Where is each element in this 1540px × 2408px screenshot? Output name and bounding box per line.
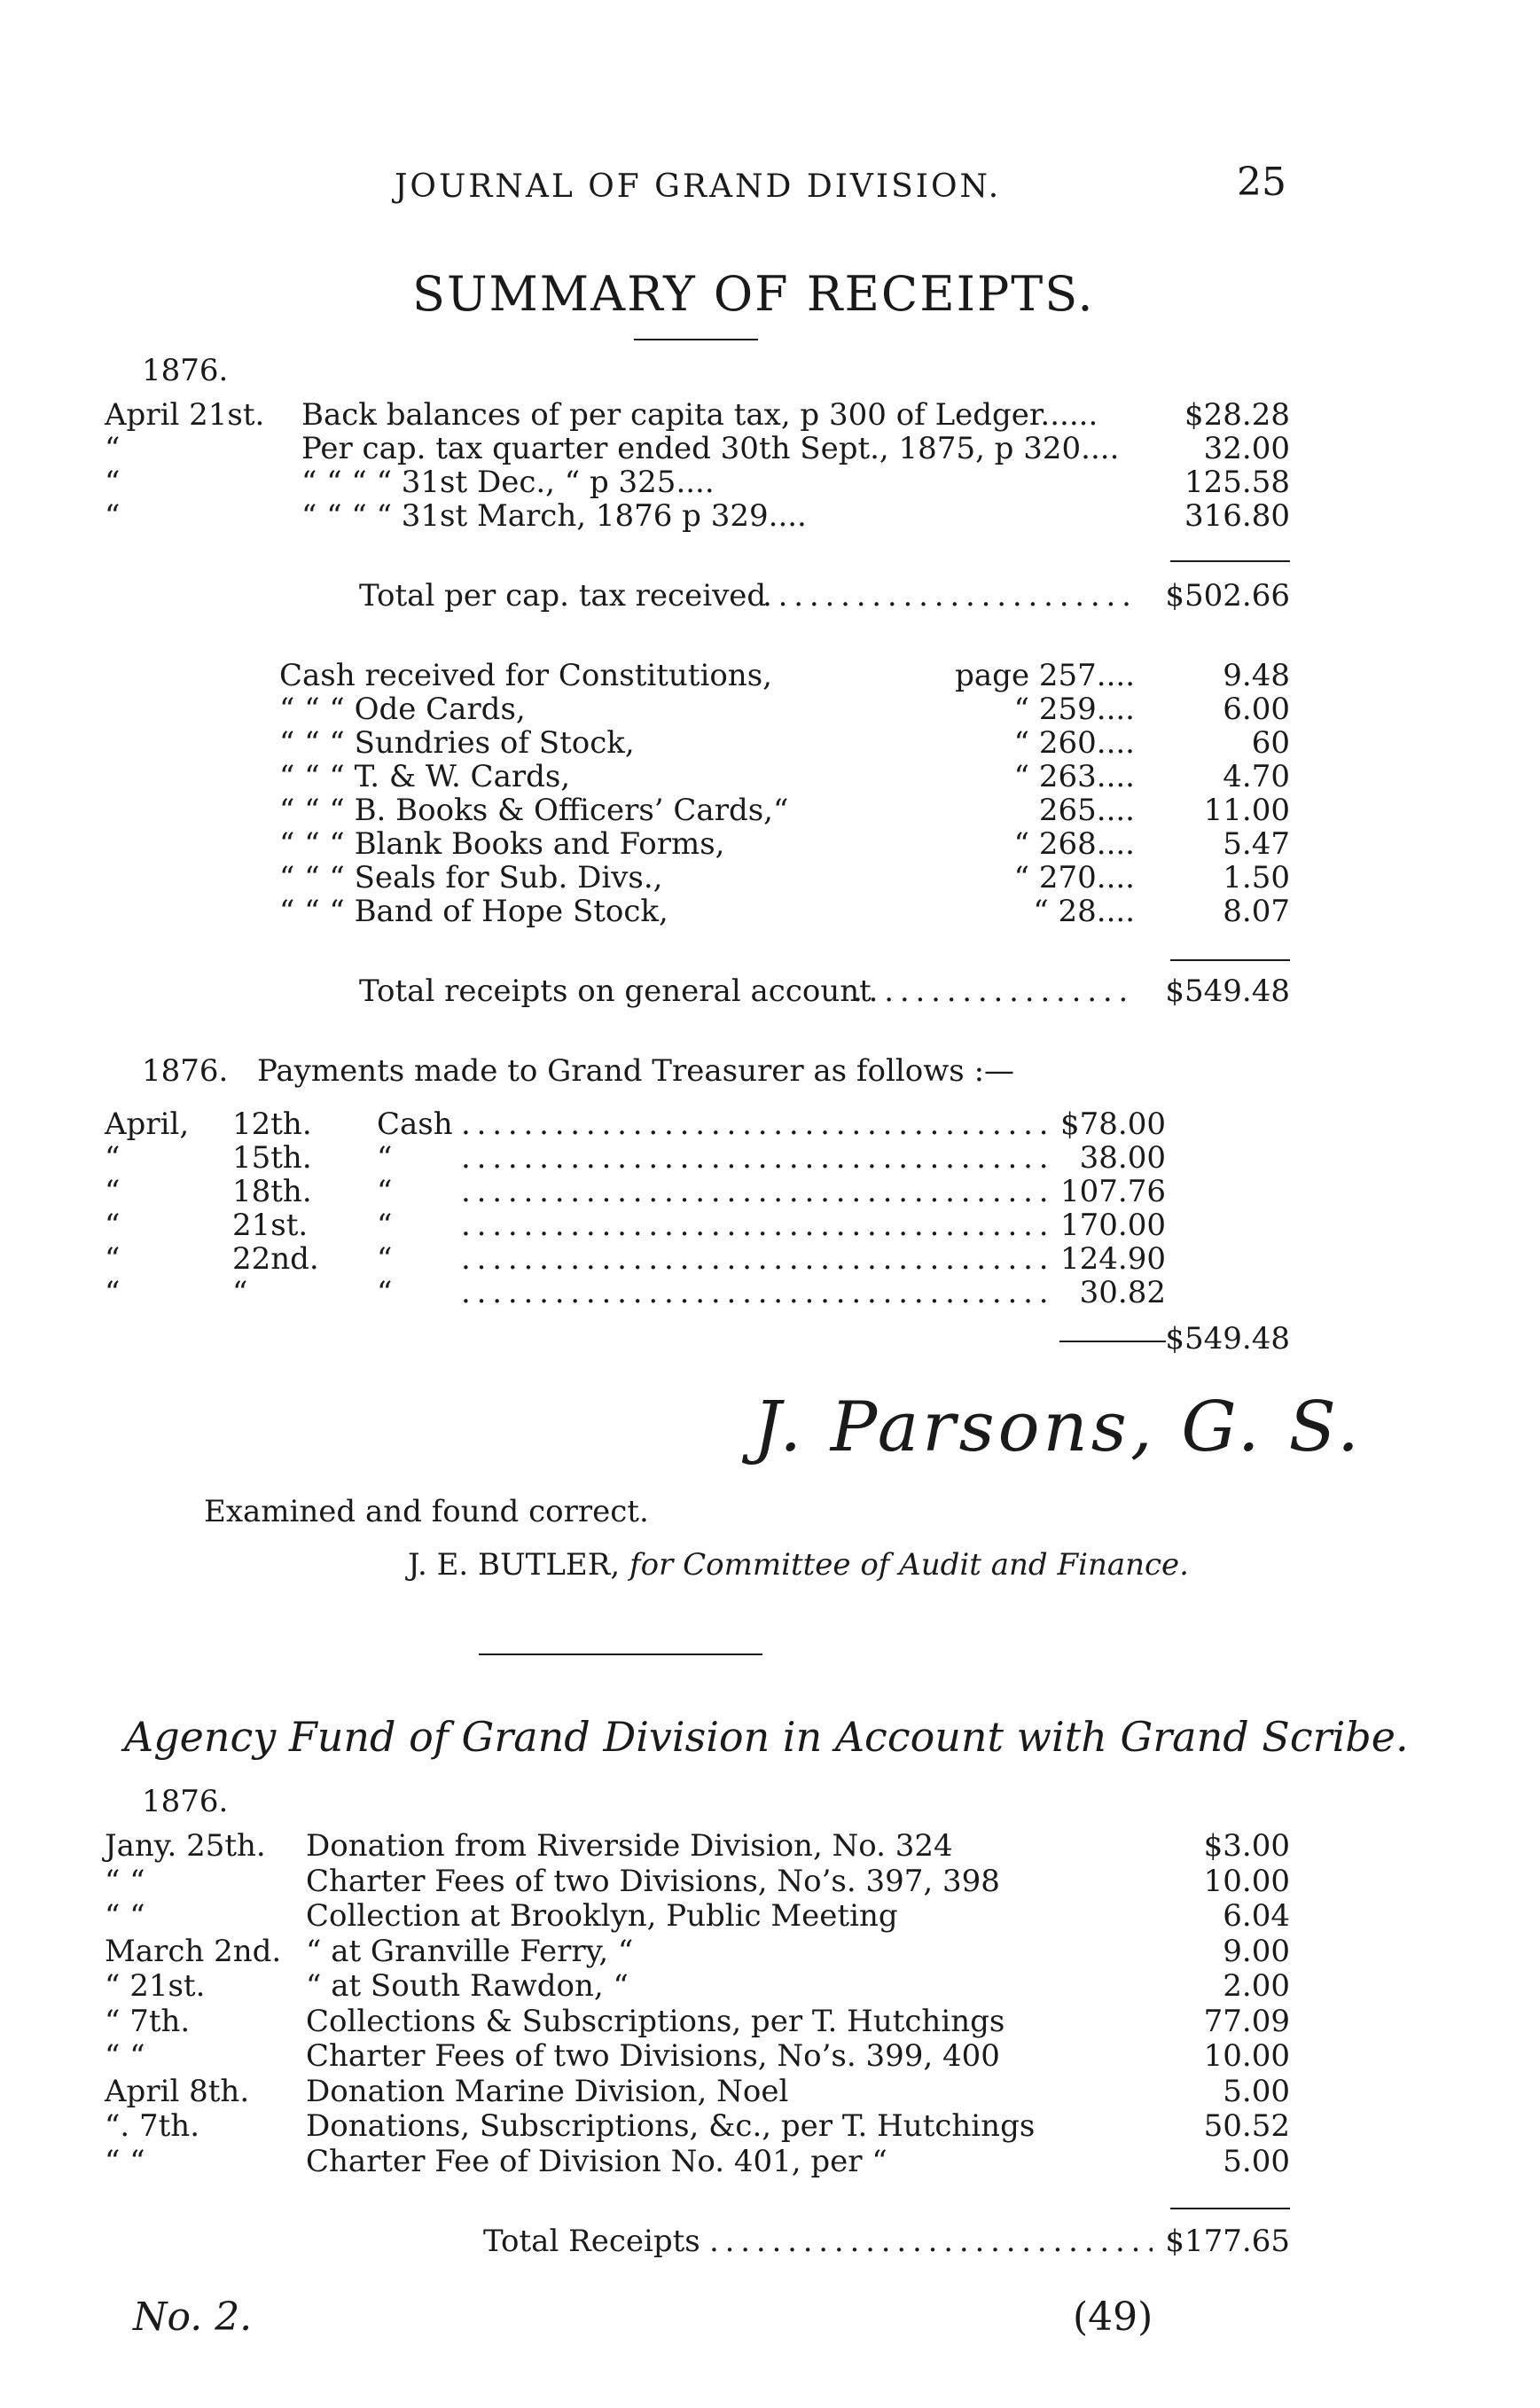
payment-label: “ bbox=[377, 1174, 393, 1209]
payment-amount: $78.00 bbox=[1060, 1106, 1166, 1142]
cash-row-amount: 8.07 bbox=[1223, 894, 1290, 929]
agency-row-amount: 9.00 bbox=[1223, 1933, 1290, 1969]
cash-row-description: “ “ “ Sundries of Stock, bbox=[279, 725, 635, 761]
agency-total: $177.65 bbox=[1165, 2224, 1290, 2259]
dot-leader bbox=[461, 1241, 1046, 1277]
cash-row-page: “ 260.... bbox=[1013, 725, 1135, 761]
auditor-role: for Committee of Audit and Finance. bbox=[629, 1547, 1189, 1583]
cash-row-description: “ “ “ Band of Hope Stock, bbox=[279, 894, 668, 929]
title-divider bbox=[634, 339, 758, 340]
dot-leader bbox=[853, 973, 1135, 1009]
cash-row-amount: 6.00 bbox=[1223, 692, 1290, 727]
footer-signature-mark: (49) bbox=[1073, 2295, 1153, 2340]
tax-row-amount: $28.28 bbox=[1184, 397, 1290, 433]
cash-row-description: “ “ “ T. & W. Cards, bbox=[279, 759, 571, 794]
cash-row-page: 265.... bbox=[1038, 793, 1135, 828]
agency-row-date: “ 21st. bbox=[105, 1968, 206, 2004]
dot-leader bbox=[461, 1106, 1046, 1142]
cash-row-description: “ “ “ Ode Cards, bbox=[279, 692, 526, 727]
total-tax-label: Total per cap. tax received bbox=[359, 578, 767, 614]
payment-label: “ bbox=[377, 1140, 393, 1176]
agency-row-amount: 10.00 bbox=[1203, 2038, 1290, 2074]
payment-day: 22nd. bbox=[232, 1241, 319, 1277]
agency-row-amount: 5.00 bbox=[1223, 2073, 1290, 2109]
agency-year: 1876. bbox=[142, 1784, 229, 1819]
agency-row-description: Collections & Subscriptions, per T. Hutchings bbox=[306, 2003, 1005, 2039]
cash-row-page: “ 270.... bbox=[1013, 860, 1135, 895]
payment-label: “ bbox=[377, 1241, 393, 1277]
payment-month: “ bbox=[105, 1174, 121, 1209]
page-number: 25 bbox=[1237, 160, 1286, 205]
tax-row-description: “ “ “ “ 31st March, 1876 p 329.... bbox=[301, 498, 807, 534]
payment-label: Cash bbox=[377, 1106, 453, 1142]
dot-leader bbox=[762, 578, 1135, 614]
tax-row-date: “ bbox=[105, 465, 121, 500]
agency-row-date: March 2nd. bbox=[105, 1933, 282, 1969]
cash-row-description: “ “ “ B. Books & Officers’ Cards,“ bbox=[279, 793, 789, 828]
cash-row-page: “ 263.... bbox=[1013, 759, 1135, 794]
cash-row-page: “ 268.... bbox=[1013, 826, 1135, 862]
dot-leader bbox=[461, 1174, 1046, 1209]
dot-leader bbox=[461, 1140, 1046, 1176]
agency-row-description: “ at Granville Ferry, “ bbox=[306, 1933, 634, 1969]
tax-subtotal-rule bbox=[1170, 560, 1290, 562]
payment-day: 12th. bbox=[232, 1106, 312, 1142]
total-general-amount: $549.48 bbox=[1165, 973, 1290, 1009]
payment-label: “ bbox=[377, 1275, 393, 1310]
agency-row-amount: 77.09 bbox=[1203, 2003, 1290, 2039]
payments-intro: Payments made to Grand Treasurer as follows :— bbox=[257, 1053, 1015, 1089]
payment-amount: 124.90 bbox=[1060, 1241, 1166, 1277]
agency-row-date: “ 7th. bbox=[105, 2003, 191, 2039]
agency-row-description: Charter Fees of two Divisions, No’s. 399, 400 bbox=[306, 2038, 1000, 2074]
dot-leader bbox=[461, 1208, 1046, 1243]
dot-leader bbox=[461, 1275, 1046, 1310]
payment-amount: 107.76 bbox=[1060, 1174, 1166, 1209]
agency-row-description: Collection at Brooklyn, Public Meeting bbox=[306, 1898, 898, 1934]
payment-month: “ bbox=[105, 1275, 121, 1310]
agency-row-description: “ at South Rawdon, “ bbox=[306, 1968, 629, 2004]
agency-row-date: “ “ bbox=[105, 1863, 145, 1899]
tax-row-date: “ bbox=[105, 498, 121, 534]
payment-month: “ bbox=[105, 1208, 121, 1243]
agency-row-date: “. 7th. bbox=[105, 2108, 199, 2144]
cash-row-amount: 4.70 bbox=[1223, 759, 1290, 794]
cash-row-page: “ 28.... bbox=[1033, 894, 1135, 929]
tax-row-amount: 125.58 bbox=[1184, 465, 1290, 500]
payment-month: “ bbox=[105, 1140, 121, 1176]
payment-day: 15th. bbox=[232, 1140, 312, 1176]
payment-amount: 30.82 bbox=[1079, 1275, 1166, 1310]
section-divider bbox=[479, 1654, 762, 1655]
payments-year: 1876. bbox=[142, 1053, 229, 1089]
payment-amount: 170.00 bbox=[1060, 1208, 1166, 1243]
cash-row-amount: 1.50 bbox=[1223, 860, 1290, 895]
agency-row-description: Donation Marine Division, Noel bbox=[306, 2073, 789, 2109]
summary-title: SUMMARY OF RECEIPTS. bbox=[412, 266, 1095, 322]
footer-number: No. 2. bbox=[133, 2295, 253, 2340]
agency-row-date: “ “ bbox=[105, 1898, 145, 1934]
agency-row-date: “ “ bbox=[105, 2038, 145, 2074]
agency-row-description: Charter Fee of Division No. 401, per “ bbox=[306, 2143, 887, 2179]
agency-row-date: April 8th. bbox=[105, 2073, 250, 2109]
payment-amount: 38.00 bbox=[1079, 1140, 1166, 1176]
payment-day: “ bbox=[232, 1275, 248, 1310]
auditor-name: J. E. BUTLER, bbox=[408, 1547, 621, 1583]
agency-row-amount: 6.04 bbox=[1223, 1898, 1290, 1934]
tax-row-description: Back balances of per capita tax, p 300 of Ledger...... bbox=[301, 397, 1098, 433]
agency-row-amount: 5.00 bbox=[1223, 2143, 1290, 2179]
tax-row-description: “ “ “ “ 31st Dec., “ p 325.... bbox=[301, 465, 715, 500]
agency-row-date: “ “ bbox=[105, 2143, 145, 2179]
payment-label: “ bbox=[377, 1208, 393, 1243]
cash-row-description: “ “ “ Seals for Sub. Divs., bbox=[279, 860, 663, 895]
agency-total-rule bbox=[1170, 2208, 1290, 2209]
agency-row-description: Donations, Subscriptions, &c., per T. Hutchings bbox=[306, 2108, 1036, 2144]
payment-day: 18th. bbox=[232, 1174, 312, 1209]
agency-row-description: Donation from Riverside Division, No. 324 bbox=[306, 1828, 953, 1864]
cash-row-amount: 11.00 bbox=[1203, 793, 1290, 828]
cash-row-page: “ 259.... bbox=[1013, 692, 1135, 727]
agency-row-amount: 2.00 bbox=[1223, 1968, 1290, 2004]
tax-row-description: Per cap. tax quarter ended 30th Sept., 1875, p 320.... bbox=[301, 431, 1120, 466]
payment-month: “ bbox=[105, 1241, 121, 1277]
tax-row-date: April 21st. bbox=[105, 397, 265, 433]
examined-statement: Examined and found correct. bbox=[204, 1494, 649, 1529]
total-general-label: Total receipts on general account bbox=[359, 973, 872, 1009]
cash-row-description: Cash received for Constitutions, bbox=[279, 658, 772, 693]
payment-day: 21st. bbox=[232, 1208, 309, 1243]
general-subtotal-rule bbox=[1170, 959, 1290, 961]
cash-row-amount: 60 bbox=[1251, 725, 1290, 761]
payments-total: $549.48 bbox=[1165, 1321, 1290, 1356]
cash-row-amount: 5.47 bbox=[1223, 826, 1290, 862]
summary-year: 1876. bbox=[142, 353, 229, 388]
agency-row-amount: 10.00 bbox=[1203, 1863, 1290, 1899]
agency-row-description: Charter Fees of two Divisions, No’s. 397, 398 bbox=[306, 1863, 1000, 1899]
agency-row-date: Jany. 25th. bbox=[105, 1828, 266, 1864]
agency-title: Agency Fund of Grand Division in Account with Grand Scribe. bbox=[124, 1713, 1409, 1761]
dot-leader bbox=[709, 2224, 1153, 2259]
cash-row-amount: 9.48 bbox=[1223, 658, 1290, 693]
cash-row-page: page 257.... bbox=[955, 658, 1135, 693]
agency-total-label: Total Receipts bbox=[483, 2224, 700, 2259]
total-tax-amount: $502.66 bbox=[1165, 578, 1290, 614]
running-header: JOURNAL OF GRAND DIVISION. bbox=[395, 168, 1002, 205]
agency-row-amount: $3.00 bbox=[1203, 1828, 1290, 1864]
tax-row-amount: 316.80 bbox=[1184, 498, 1290, 534]
auditor bbox=[408, 1547, 1189, 1583]
tax-row-amount: 32.00 bbox=[1203, 431, 1290, 466]
cash-row-description: “ “ “ Blank Books and Forms, bbox=[279, 826, 725, 862]
tax-row-date: “ bbox=[105, 431, 121, 466]
agency-row-amount: 50.52 bbox=[1203, 2108, 1290, 2144]
payment-month: April, bbox=[105, 1106, 190, 1142]
signature: J. Parsons, G. S. bbox=[754, 1388, 1363, 1467]
